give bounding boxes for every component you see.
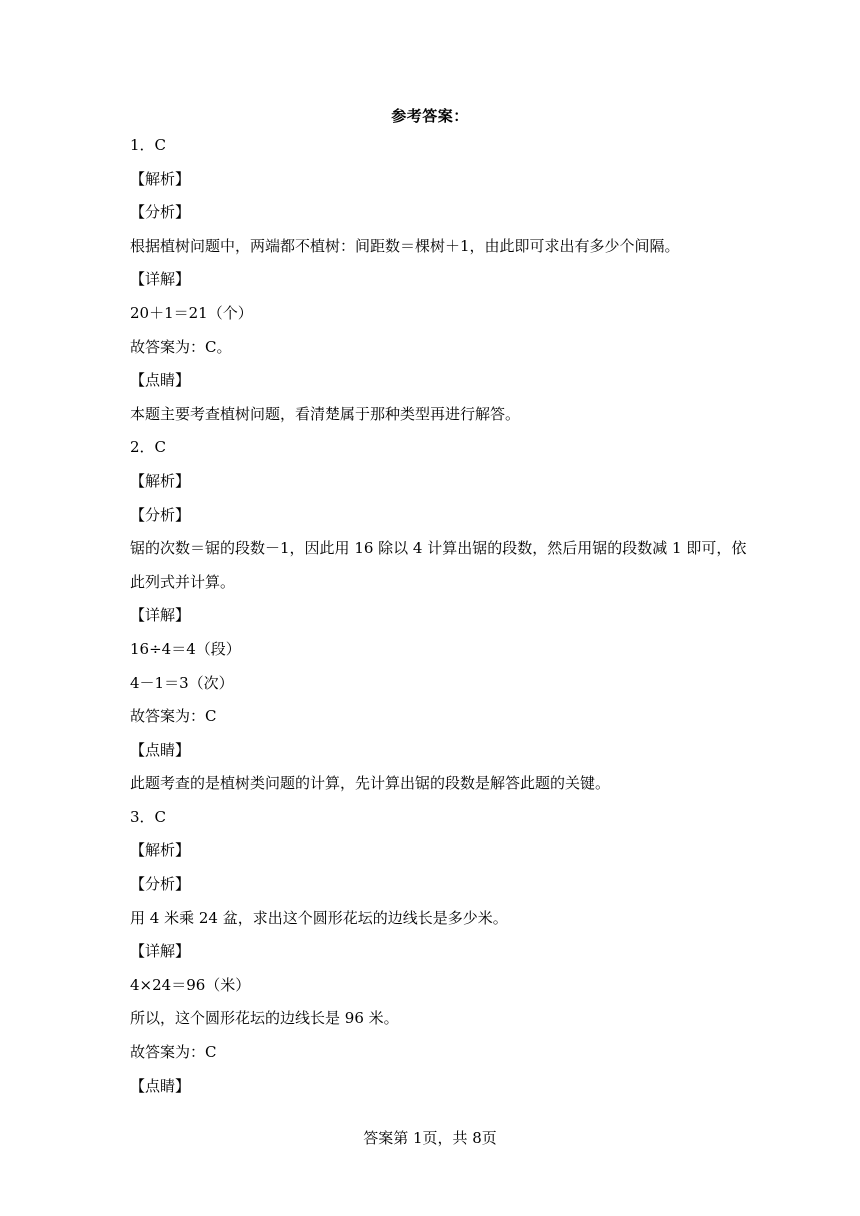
answer-line: 【解析】: [130, 841, 191, 860]
page-footer: 答案第 1页，共 8页: [363, 1129, 497, 1147]
answer-line: 本题主要考查植树问题，看清楚属于那种类型再进行解答。: [130, 404, 521, 423]
answer-line: 1．C: [130, 136, 167, 154]
answer-line: 故答案为：C: [130, 707, 217, 726]
answer-line: 【分析】: [130, 875, 191, 894]
answer-line: 【点睛】: [130, 371, 191, 390]
answer-line: 3．C: [130, 807, 167, 826]
answer-line: 【分析】: [130, 203, 191, 222]
answer-line: 所以，这个圆形花坛的边线长是 96 米。: [130, 1009, 399, 1028]
answer-line: 故答案为：C。: [130, 337, 232, 356]
answer-line: 故答案为：C: [130, 1043, 217, 1062]
answer-line: 4×24＝96（米）: [130, 975, 251, 994]
answer-line: 2．C: [130, 438, 167, 457]
answer-line: 16÷4＝4（段）: [130, 639, 241, 658]
answer-line: 【分析】: [130, 505, 191, 524]
answer-line: 【点睛】: [130, 740, 191, 759]
answer-line: 【详解】: [130, 606, 191, 625]
answer-line: 【详解】: [130, 270, 191, 289]
answer-line: 【解析】: [130, 169, 191, 188]
answer-line: 此列式并计算。: [130, 572, 236, 591]
answer-content: [130, 133, 747, 1107]
answer-line: 根据植树问题中，两端都不植树：间距数＝棵树＋1，由此即可求出有多少个间隔。: [130, 236, 680, 255]
answer-line: 用 4 米乘 24 盆，求出这个圆形花坛的边线长是多少米。: [130, 908, 508, 927]
answer-line: 【解析】: [130, 471, 191, 490]
answer-line: 【点睛】: [130, 1076, 191, 1095]
answer-line: 锯的次数＝锯的段数－1，因此用 16 除以 4 计算出锯的段数，然后用锯的段数减 1 即可，依: [130, 539, 747, 558]
answer-line: 【详解】: [130, 942, 191, 961]
answer-line: 4－1＝3（次）: [130, 673, 234, 692]
answer-line: 20＋1＝21（个）: [130, 303, 253, 322]
answer-line: 此题考查的是植树类问题的计算，先计算出锯的段数是解答此题的关键。: [130, 774, 611, 793]
answer-title: 参考答案：: [391, 107, 469, 125]
